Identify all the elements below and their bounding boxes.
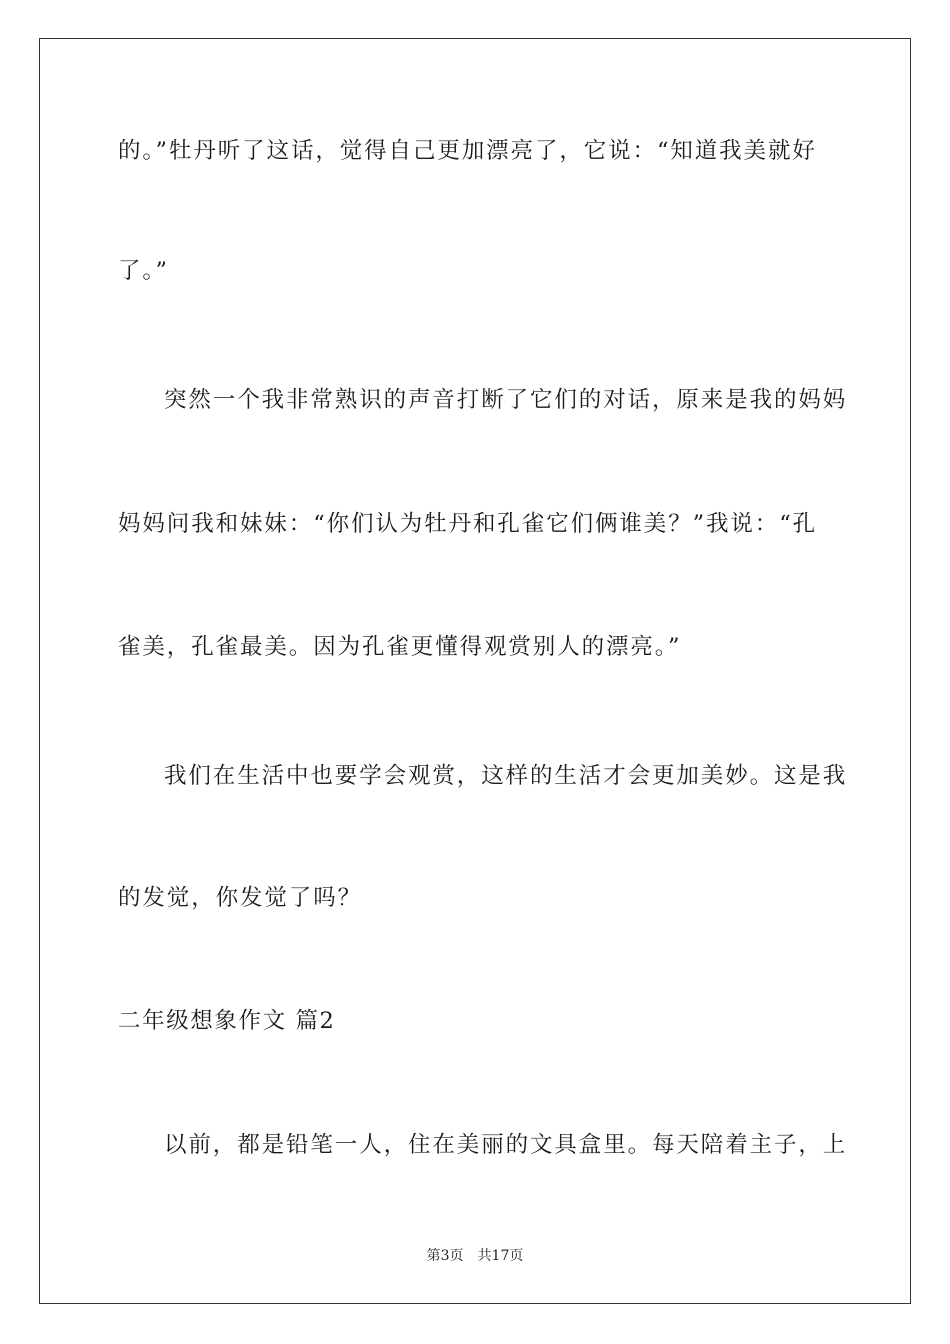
page-border <box>39 38 911 1304</box>
page-number-footer: 第3页 共17页 <box>426 1248 524 1264</box>
paragraph-line: 妈妈问我和妹妹：“你们认为牡丹和孔雀它们俩谁美？”我说：“孔 <box>118 511 818 537</box>
paragraph-line: 突然一个我非常熟识的声音打断了它们的对话，原来是我的妈妈 <box>164 387 848 413</box>
section-heading: 二年级想象作文 篇2 <box>118 1008 336 1034</box>
paragraph-line: 雀美，孔雀最美。因为孔雀更懂得观赏别人的漂亮。” <box>118 634 682 660</box>
paragraph-line: 以前，都是铅笔一人，住在美丽的文具盒里。每天陪着主子，上 <box>164 1132 848 1158</box>
paragraph-line: 我们在生活中也要学会观赏，这样的生活才会更加美妙。这是我 <box>164 763 848 789</box>
paragraph-line: 的发觉，你发觉了吗？ <box>118 885 363 911</box>
paragraph-line: 了。” <box>118 258 169 284</box>
paragraph-line: 的。”牡丹听了这话，觉得自己更加漂亮了，它说：“知道我美就好 <box>118 138 817 164</box>
